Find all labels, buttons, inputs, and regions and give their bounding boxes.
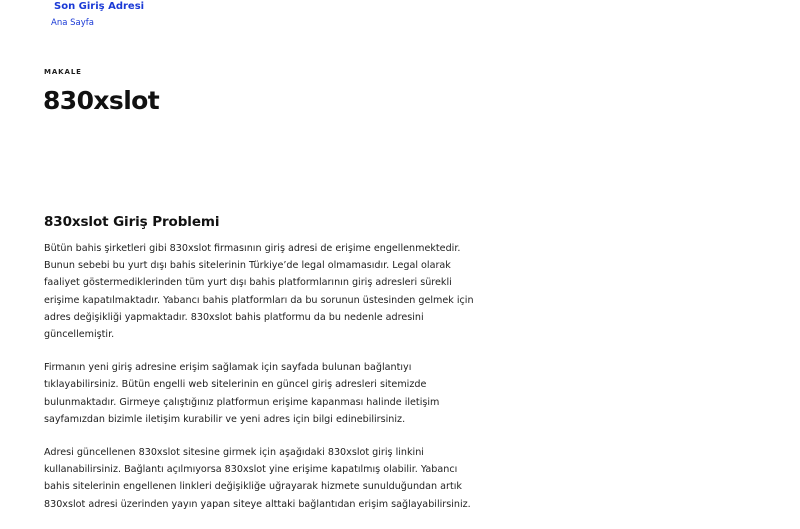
paragraph: Adresi güncellenen 830xslot sitesine girmek için aşağıdaki 830xslot giriş linkini kullanabilirsiniz. Bağlantı açılmıyorsa 830xslot yine erişime kapatılmış olabilir. Yabancı bahis sitelerinin engellenen linkleri değişikliğe uğrayarak hizmete sunulduğundan artık 830xslot adresi üzerinden yayın yapan siteye alttaki bağlantıdan erişim sağlayabilirsiniz. bbox=[44, 447, 471, 510]
page-title: 830xslot bbox=[43, 86, 160, 115]
paragraph: Firmanın yeni giriş adresine erişim sağlamak için sayfada bulunan bağlantıyı tıklayabilirsiniz. Bütün engelli web sitelerinin en güncel giriş adresleri sitemizde bulunmaktadır. Girmeye çalıştığınız platformun erişime kapanması halinde iletişim sayfamızdan bizimle iletişim kurabilir ve yeni adres için bilgi edinebilirsiniz. bbox=[44, 362, 440, 425]
paragraph: Bütün bahis şirketleri gibi 830xslot firmasının giriş adresi de erişime engellenmektedir. Bunun sebebi bu yurt dışı bahis sitelerinin Türkiye’de legal olmamasıdır. Legal olarak faaliyet göstermediklerinden tüm yurt dışı bahis platformlarının giriş adresleri sürekli erişime kapatılmaktadır. Yabancı bahis platformları da bu sorunun üstesinden gelmek için adres değişikliği yapmaktadır. 830xslot bahis platformu da bu nedenle adresini güncellemiştir. bbox=[44, 243, 474, 341]
section-heading: 830xslot Giriş Problemi bbox=[44, 214, 220, 230]
post-category: MAKALE bbox=[44, 68, 82, 76]
nav-item-home[interactable]: Ana Sayfa bbox=[51, 18, 94, 28]
site-title-link[interactable]: Son Giriş Adresi bbox=[54, 1, 145, 12]
post-content bbox=[44, 214, 474, 529]
